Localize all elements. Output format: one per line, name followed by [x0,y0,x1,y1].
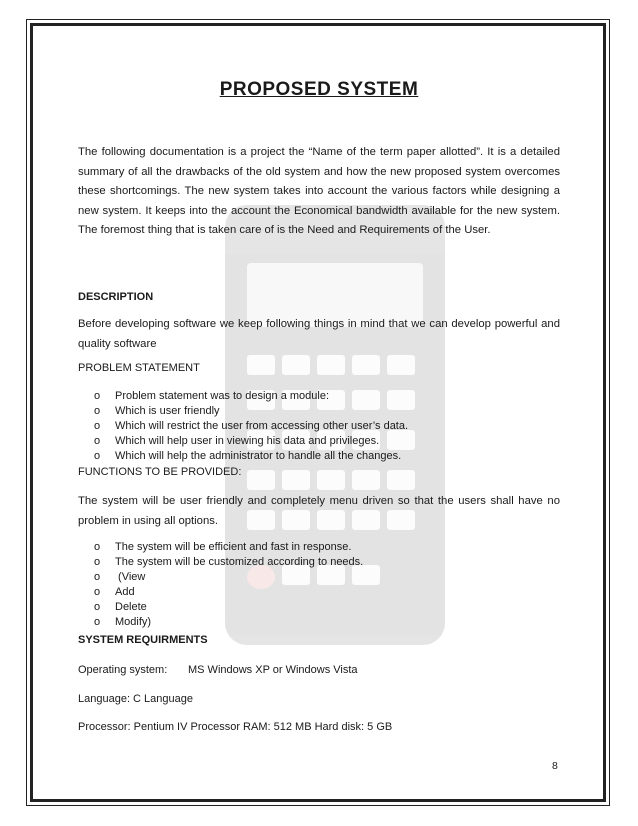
functions-paragraph: The system will be user friendly and completely menu driven so that the users shall have no problem in using all options. [78,495,560,527]
system-requirements-heading: SYSTEM REQUIRMENTS [78,634,208,646]
bullet-marker: o [94,450,101,463]
intro-paragraph: The following documentation is a project the “Name of the term paper allotted”. It is a detailed summary of all the drawbacks of the old system and how the new proposed system overcomes these shortcomings. The new system takes into account the various factors while designing a new system. It keeps into the account the Economical bandwidth available for the new system. The foremost thing that is taken care of is the Need and Requirements of the User. [78,146,560,237]
list-item: o The system will be customized according to needs. [78,555,363,570]
list-item: o Which will help the administrator to handle all the changes. [78,449,408,464]
bullet-marker: o [94,541,101,553]
bullet-marker: o [94,435,101,448]
list-item: o Which is user friendly [78,404,408,419]
functions-list [78,540,363,631]
bullet-marker: o [94,586,101,599]
bullet-marker: o [94,571,101,584]
hardware-line: Processor: Pentium IV Processor RAM: 512 MB Hard disk: 5 GB [78,721,393,733]
list-item: o Add [78,585,363,600]
list-item: o Delete [78,600,363,615]
bullet-marker: o [94,405,101,418]
list-item: o Modify) [78,615,363,630]
bullet-marker: o [94,556,101,569]
list-item: o Which will help user in viewing his data and privileges. [78,434,408,449]
page-title: PROPOSED SYSTEM [219,79,419,100]
bullet-marker: o [94,390,101,402]
os-value: MS Windows XP or Windows Vista [188,664,358,676]
problem-statement-list [78,389,408,464]
os-label: Operating system: [78,664,168,676]
description-paragraph: Before developing software we keep following things in mind that we can develop powerful and quality software [78,318,560,350]
page-number: 8 [552,760,558,772]
list-item: o Which will restrict the user from accessing other user’s data. [78,419,408,434]
list-item: o Problem statement was to design a module: [78,389,408,404]
operating-system-line [78,661,358,681]
description-heading: DESCRIPTION [78,291,154,303]
problem-statement-heading: PROBLEM STATEMENT [78,362,200,374]
functions-heading: FUNCTIONS TO BE PROVIDED: [78,466,242,478]
language-line: Language: C Language [78,693,193,705]
list-item: o (View [78,570,363,585]
bullet-marker: o [94,616,101,629]
list-item: o The system will be efficient and fast in response. [78,540,363,555]
bullet-marker: o [94,601,101,614]
bullet-marker: o [94,420,101,433]
